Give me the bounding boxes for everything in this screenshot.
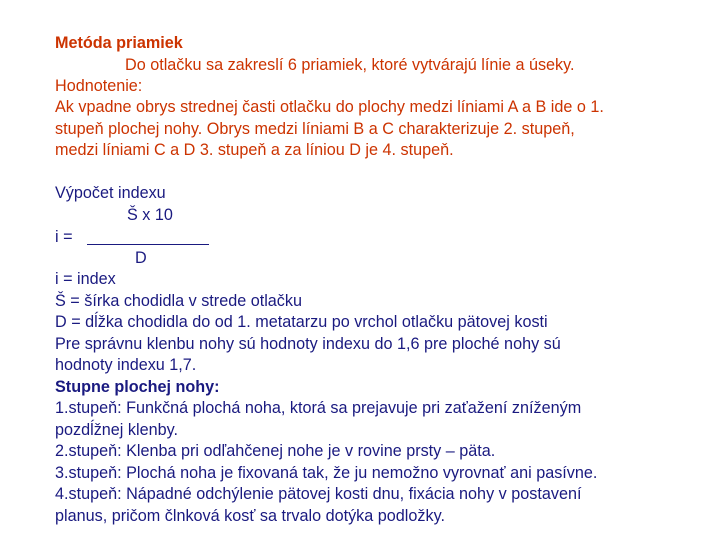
degrees-title: Stupne plochej nohy:	[55, 378, 220, 396]
method-description: Do otlačku sa zakreslí 6 priamiek, ktoré vytvárajú línie a úseky.	[125, 56, 575, 74]
evaluation-text-line: medzi líniami C a D 3. stupeň a za líniou D je 4. stupeň.	[55, 141, 454, 159]
definition-line: hodnoty indexu 1,7.	[55, 356, 197, 374]
evaluation-label: Hodnotenie:	[55, 77, 143, 95]
degree-line: planus, pričom člnková kosť sa trvalo dotýka podložky.	[55, 507, 445, 525]
definition-line: D = dĺžka chodidla do od 1. metatarzu po vrchol otlačku pätovej kosti	[55, 313, 548, 331]
evaluation-text-line: Ak vpadne obrys strednej časti otlačku do plochy medzi líniami A a B ide o 1.	[55, 98, 604, 116]
index-title: Výpočet indexu	[55, 184, 166, 202]
degree-line: 3.stupeň: Plochá noha je fixovaná tak, že ju nemožno vyrovnať ani pasívne.	[55, 464, 598, 482]
degree-line: 2.stupeň: Klenba pri odľahčenej nohe je v rovine prsty – päta.	[55, 442, 496, 460]
formula-denominator: D	[135, 249, 147, 267]
formula-numerator: Š x 10	[127, 206, 173, 224]
definition-line: Š = šírka chodidla v strede otlačku	[55, 292, 302, 310]
formula-i-equals: i =	[55, 228, 73, 246]
degree-line: 4.stupeň: Nápadné odchýlenie pätovej kosti dnu, fixácia nohy v postavení	[55, 485, 582, 503]
degree-line: 1.stupeň: Funkčná plochá noha, ktorá sa prejavuje pri zaťažení zníženým	[55, 399, 582, 417]
evaluation-text-line: stupeň plochej nohy. Obrys medzi líniami B a C charakterizuje 2. stupeň,	[55, 120, 575, 138]
definition-line: Pre správnu klenbu nohy sú hodnoty indexu do 1,6 pre ploché nohy sú	[55, 335, 561, 353]
method-title: Metóda priamiek	[55, 34, 183, 52]
definition-line: i = index	[55, 270, 116, 288]
degree-line: pozdĺžnej klenby.	[55, 421, 178, 439]
fraction-bar	[87, 244, 209, 245]
